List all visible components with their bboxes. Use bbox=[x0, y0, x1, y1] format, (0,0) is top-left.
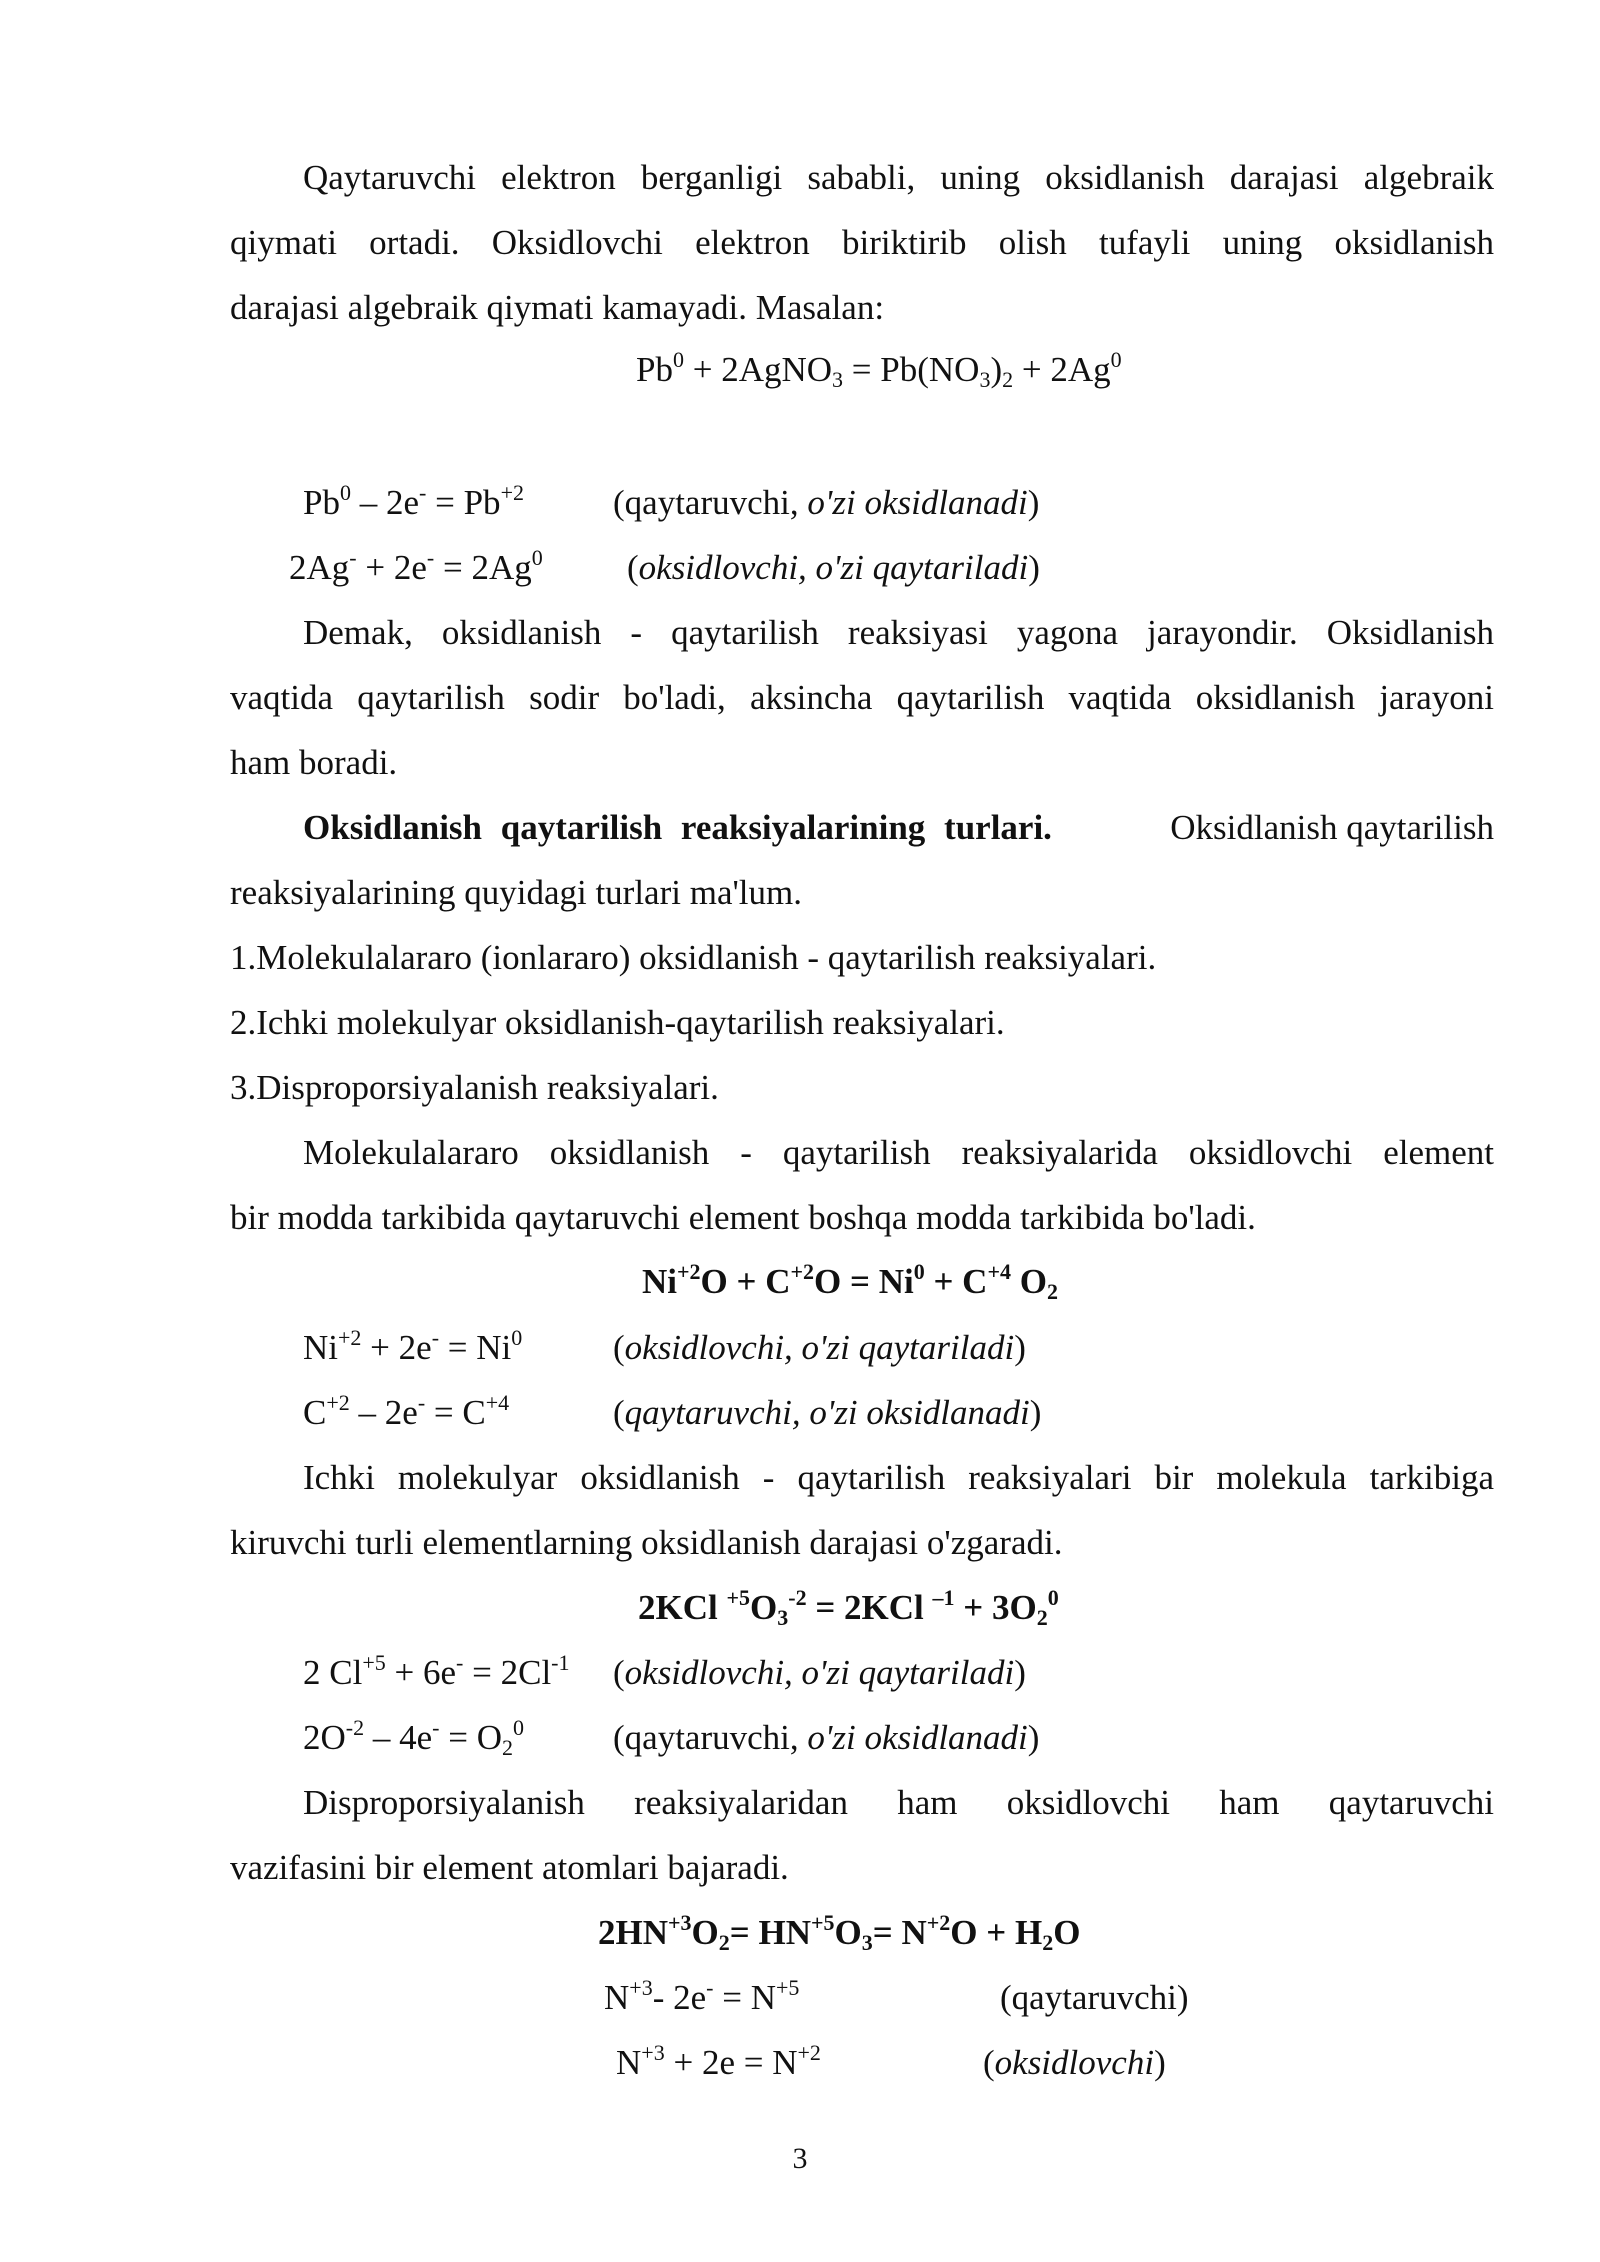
half-reaction-note: (qaytaruvchi, o'zi oksidlanadi) bbox=[613, 483, 1040, 522]
section-heading-line bbox=[303, 808, 1494, 848]
paragraph-line: Qaytaruvchi elektron berganligi sababli, uning oksidlanish darajasi algebraik bbox=[303, 158, 1494, 197]
paragraph-line: Molekulalararo oksidlanish - qaytarilish reaksiyalarida oksidlovchi element bbox=[303, 1133, 1494, 1172]
paragraph-line: vazifasini bir element atomlari bajaradi. bbox=[230, 1848, 789, 1887]
equation-1: $Pb^0$ + 2AgNO$_3$ = $Pb(NO_3)_2 + 2Ag^0$ bbox=[636, 347, 1122, 392]
equation-4: $2HN^{+3}O_2= HN^{+5}O_3= N^{+2}O + H_2O$ bbox=[598, 1910, 1081, 1955]
paragraph-line: Disproporsiyalanish reaksiyalaridan ham oksidlovchi ham qaytaruvchi bbox=[303, 1783, 1494, 1822]
paragraph-line: qiymati ortadi. Oksidlovchi elektron biriktirib olish tufayli uning oksidlanish bbox=[230, 223, 1494, 262]
paragraph-line: Demak, oksidlanish - qaytarilish reaksiyasi yagona jarayondir. Oksidlanish bbox=[303, 613, 1494, 652]
page-number: 3 bbox=[792, 2142, 808, 2175]
list-item: 1.Molekulalararo (ionlararo) oksidlanish - qaytarilish reaksiyalari. bbox=[230, 938, 1157, 977]
half-reaction: $Pb^0 - 2e^- = Pb^{+2}$ bbox=[303, 480, 524, 522]
paragraph-line: vaqtida qaytarilish sodir bo'ladi, aksincha qaytarilish vaqtida oksidlanish jarayoni bbox=[230, 678, 1494, 717]
half-reaction: 2 $Cl^{+5} + 6e^- = 2Cl^{-1}$ bbox=[303, 1650, 570, 1692]
paragraph-line: bir modda tarkibida qaytaruvchi element boshqa modda tarkibida bo'ladi. bbox=[230, 1198, 1256, 1237]
paragraph-line: Ichki molekulyar oksidlanish - qaytarilish reaksiyalari bir molekula tarkibiga bbox=[303, 1458, 1494, 1497]
half-reaction: $N^{+3} + 2e = N^{+2}$ bbox=[616, 2040, 821, 2082]
paragraph-line: reaksiyalarining quyidagi turlari ma'lum. bbox=[230, 873, 802, 912]
half-reaction: $2Ag^- + 2e^- = 2Ag^0$ bbox=[289, 545, 543, 587]
half-reaction-note: (qaytaruvchi, o'zi oksidlanadi) bbox=[613, 1393, 1042, 1432]
half-reaction: $2O^{-2} - 4e^- = O_2^0$ bbox=[303, 1715, 524, 1760]
half-reaction-note: (qaytaruvchi, o'zi oksidlanadi) bbox=[613, 1718, 1040, 1757]
equation-2: $Ni^{+2}O + C^{+2}O = Ni^0 + C^{+4}$ $O_2$ bbox=[642, 1259, 1058, 1304]
half-reaction: $N^{+3}-$ $2e^- = N^{+5}$ bbox=[604, 1975, 800, 2017]
half-reaction: $C^{+2} - 2e^- = C^{+4}$ bbox=[303, 1390, 510, 1432]
half-reaction-note: (oksidlovchi) bbox=[983, 2043, 1166, 2082]
list-item: 3.Disproporsiyalanish reaksiyalari. bbox=[230, 1068, 719, 1107]
half-reaction-note: (oksidlovchi, o'zi qaytariladi) bbox=[627, 548, 1040, 587]
section-heading: Oksidlanish qaytarilish reaksiyalarining turlari. bbox=[303, 808, 1052, 847]
equation-3: 2KCl $^{+5}O_3^{-2} = 2KCl$ $^{-1} + 3O_2^0$ bbox=[638, 1585, 1059, 1630]
half-reaction-note: (qaytaruvchi) bbox=[1000, 1978, 1189, 2017]
list-item: 2.Ichki molekulyar oksidlanish-qaytarilish reaksiyalari. bbox=[230, 1003, 1005, 1042]
half-reaction-note: (oksidlovchi, o'zi qaytariladi) bbox=[613, 1653, 1026, 1692]
paragraph-line: kiruvchi turli elementlarning oksidlanish darajasi o'zgaradi. bbox=[230, 1523, 1063, 1562]
half-reaction-note: (oksidlovchi, o'zi qaytariladi) bbox=[613, 1328, 1026, 1367]
paragraph-line: ham boradi. bbox=[230, 743, 398, 782]
paragraph-text: Oksidlanish qaytarilish bbox=[1170, 808, 1494, 847]
paragraph-line: darajasi algebraik qiymati kamayadi. Masalan: bbox=[230, 288, 885, 327]
half-reaction: $Ni^{+2} + 2e^- = Ni^0$ bbox=[303, 1325, 523, 1367]
